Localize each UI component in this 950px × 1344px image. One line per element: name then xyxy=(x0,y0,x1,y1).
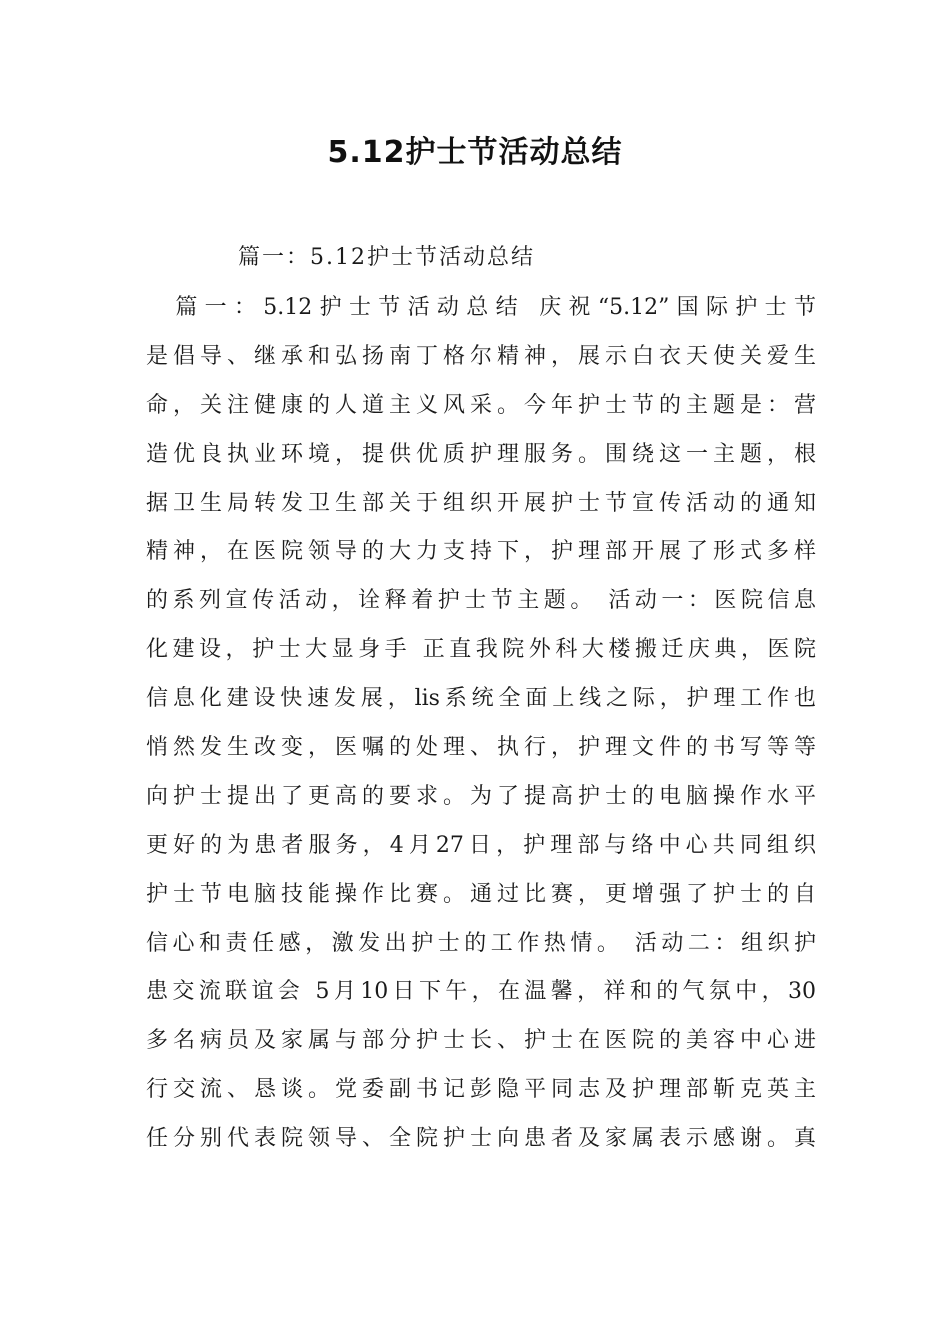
body-text xyxy=(146,284,816,1164)
body-line: 悄然发生改变，医嘱的处理、执行，护理文件的书写等等 xyxy=(146,735,816,761)
document-title: 5.12护士节活动总结 xyxy=(327,135,623,170)
body-line: 向护士提出了更高的要求。为了提高护士的电脑操作水平 xyxy=(146,783,816,809)
body-line: 精神，在医院领导的大力支持下，护理部开展了形式多样 xyxy=(146,539,816,565)
body-line: 多名病员及家属与部分护士长、护士在医院的美容中心进 xyxy=(146,1028,816,1054)
body-line: 更好的为患者服务，4月27日，护理部与络中心共同组织 xyxy=(146,832,816,858)
body-line: 护士节电脑技能操作比赛。通过比赛，更增强了护士的自 xyxy=(146,881,816,907)
body-line: 据卫生局转发卫生部关于组织开展护士节宣传活动的通知 xyxy=(146,490,816,516)
section-heading: 篇一：5.12护士节活动总结 xyxy=(238,245,535,270)
body-line: 化建设，护士大显身手 正直我院外科大楼搬迁庆典，医院 xyxy=(146,637,816,663)
body-line: 是倡导、继承和弘扬南丁格尔精神，展示白衣天使关爱生 xyxy=(146,343,816,369)
body-line: 篇一：5.12护士节活动总结 庆祝“5.12”国际护士节 xyxy=(146,295,816,320)
body-line: 命，关注健康的人道主义风采。今年护士节的主题是：营 xyxy=(146,392,816,418)
body-line: 信心和责任感，激发出护士的工作热情。 活动二：组织护 xyxy=(146,930,816,956)
body-line: 患交流联谊会 5月10日下午，在温馨，祥和的气氛中，30 xyxy=(146,979,816,1005)
body-line: 信息化建设快速发展，lis系统全面上线之际，护理工作也 xyxy=(146,686,816,712)
body-line: 行交流、恳谈。党委副书记彭隐平同志及护理部靳克英主 xyxy=(146,1077,816,1103)
body-line: 的系列宣传活动，诠释着护士节主题。 活动一：医院信息 xyxy=(146,588,816,614)
body-line: 任分别代表院领导、全院护士向患者及家属表示感谢。真 xyxy=(146,1126,816,1152)
body-line: 造优良执业环境，提供优质护理服务。围绕这一主题，根 xyxy=(146,441,816,467)
